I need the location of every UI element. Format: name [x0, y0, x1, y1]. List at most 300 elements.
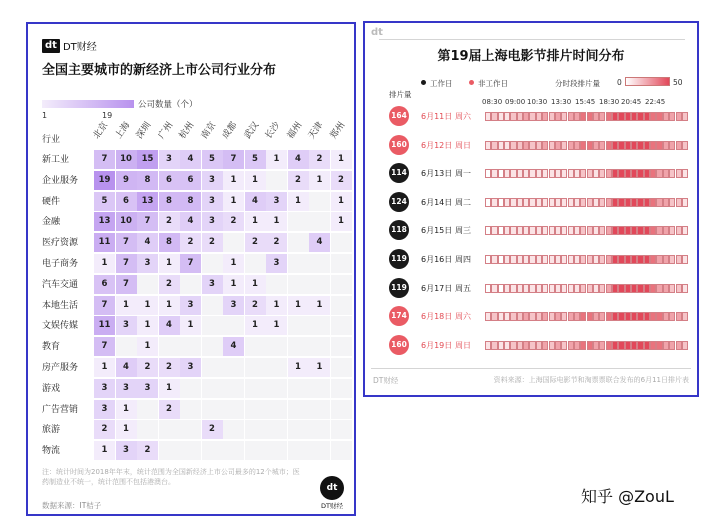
heatmap-cell: 3: [94, 379, 115, 398]
schedule-cell: [491, 141, 497, 150]
screening-count-badge: 160: [389, 335, 409, 355]
data-source: 数据来源：IT桔子: [42, 501, 102, 510]
schedule-cell: [631, 255, 637, 264]
schedule-cell: [593, 169, 599, 178]
heatmap-cell: [159, 420, 180, 439]
heatmap-cell: 10: [116, 212, 137, 231]
dt-logo-small: dt: [371, 27, 383, 38]
schedule-cell: [504, 112, 510, 121]
schedule-cell: [676, 141, 682, 150]
heatmap-cell: [331, 337, 352, 356]
heatmap-cell: 7: [94, 337, 115, 356]
schedule-cell: [676, 226, 682, 235]
schedule-cell: [491, 226, 497, 235]
heatmap-cell: 7: [180, 254, 201, 273]
schedule-cell: [536, 198, 542, 207]
schedule-cell: [510, 255, 516, 264]
schedule-cell: [676, 312, 682, 321]
hour-label: 08:30: [482, 98, 503, 106]
hour-label: 09:00: [505, 98, 526, 106]
screening-count-badge: 119: [389, 278, 409, 298]
heatmap-cell: [331, 316, 352, 335]
industry-label: 金融: [42, 217, 61, 228]
schedule-cell: [618, 255, 624, 264]
schedule-cell: [517, 141, 523, 150]
schedule-cell: [650, 341, 656, 350]
city-label: 上海: [113, 120, 132, 141]
schedule-cell: [561, 341, 567, 350]
heatmap-cell: [331, 275, 352, 294]
heatmap-cell: 1: [223, 171, 244, 190]
heatmap-cell: 1: [309, 296, 330, 315]
weekday-label: 周二: [455, 197, 471, 207]
schedule-cell: [574, 312, 580, 321]
heatmap-cell: [309, 337, 330, 356]
schedule-cell: [599, 169, 605, 178]
schedule-cell: [669, 112, 675, 121]
schedule-cell: [682, 341, 688, 350]
heatmap-cell: [331, 441, 352, 460]
screening-count-badge: 164: [389, 106, 409, 126]
scale-label: 分时段排片量: [555, 79, 600, 88]
schedule-cell: [561, 284, 567, 293]
city-label: 南京: [199, 120, 218, 141]
heatmap-cell: [266, 441, 287, 460]
heatmap-cell: [309, 192, 330, 211]
schedule-cell: [504, 198, 510, 207]
weekday-label: 周日: [455, 140, 471, 150]
schedule-cell: [644, 284, 650, 293]
heatmap-cell: 1: [331, 212, 352, 231]
schedule-cell: [580, 141, 586, 150]
schedule-cell: [510, 341, 516, 350]
schedule-cell: [529, 284, 535, 293]
schedule-cell: [498, 226, 504, 235]
heatmap-cell: [266, 337, 287, 356]
hour-label: 20:45: [621, 98, 642, 106]
heatmap-cell: 1: [159, 296, 180, 315]
schedule-cell: [599, 312, 605, 321]
schedule-cell: [682, 284, 688, 293]
schedule-cell: [631, 341, 637, 350]
schedule-cell: [491, 341, 497, 350]
heatmap-cell: 7: [94, 150, 115, 169]
schedule-cell: [498, 169, 504, 178]
heatmap-cell: [288, 316, 309, 335]
schedule-cell: [631, 226, 637, 235]
industry-label: 游戏: [42, 383, 61, 394]
schedule-cell: [568, 198, 574, 207]
scale-min: 0: [617, 78, 622, 87]
schedule-cell: [669, 312, 675, 321]
heatmap-cell: [180, 379, 201, 398]
schedule-cell: [549, 255, 555, 264]
heatmap-cell: 3: [180, 296, 201, 315]
schedule-cell: [549, 226, 555, 235]
heatmap-cell: [202, 441, 223, 460]
weekday-label: 周三: [455, 226, 471, 236]
schedule-cell: [612, 255, 618, 264]
heatmap-cell: [202, 358, 223, 377]
heatmap-cell: 2: [137, 441, 158, 460]
schedule-cell: [561, 141, 567, 150]
weekday-label: 周六: [455, 312, 471, 322]
heatmap-cell: 1: [309, 171, 330, 190]
footnote: 注：统计时间为2018年年末，统计范围为全国新经济上市公司最多的12个城市；医药制造业不统一，统计范围不包括港澳台。: [42, 468, 300, 486]
heatmap-cell: 2: [331, 171, 352, 190]
schedule-cell: [580, 226, 586, 235]
schedule-cell: [637, 112, 643, 121]
schedule-cell: [561, 198, 567, 207]
heatmap-cell: [245, 441, 266, 460]
heatmap-cell: 1: [137, 296, 158, 315]
schedule-cell: [510, 141, 516, 150]
heatmap-cell: 8: [137, 171, 158, 190]
heatmap-cell: [245, 337, 266, 356]
heatmap-cell: [266, 275, 287, 294]
heatmap-cell: [309, 254, 330, 273]
schedule-cell: [682, 112, 688, 121]
schedule-cell: [669, 284, 675, 293]
schedule-cell: [555, 169, 561, 178]
schedule-cell: [523, 312, 529, 321]
schedule-cell: [529, 112, 535, 121]
schedule-cell: [593, 255, 599, 264]
city-label: 武汉: [242, 120, 261, 141]
weekday-label: 周日: [455, 340, 471, 350]
heatmap-cell: [137, 420, 158, 439]
schedule-cell: [606, 312, 612, 321]
heatmap-cell: 8: [180, 192, 201, 211]
hour-label: 10:30: [527, 98, 548, 106]
heatmap-cell: 3: [116, 316, 137, 335]
schedule-cell: [549, 198, 555, 207]
schedule-cell: [587, 226, 593, 235]
heatmap-cell: 7: [223, 150, 244, 169]
schedule-cell: [574, 198, 580, 207]
schedule-cell: [491, 255, 497, 264]
heatmap-cell: 1: [245, 212, 266, 231]
schedule-cell: [568, 141, 574, 150]
schedule-cell: [682, 312, 688, 321]
heatmap-cell: [288, 441, 309, 460]
schedule-cell: [485, 341, 491, 350]
schedule-cell: [618, 141, 624, 150]
heatmap-cell: [331, 233, 352, 252]
schedule-cell: [637, 284, 643, 293]
schedule-cell: [574, 112, 580, 121]
heatmap-cell: 2: [159, 212, 180, 231]
screening-count-badge: 174: [389, 306, 409, 326]
legend-offday-label: 非工作日: [478, 79, 508, 88]
schedule-cell: [568, 255, 574, 264]
heatmap-cell: [288, 254, 309, 273]
hour-label: 15:45: [575, 98, 596, 106]
schedule-cell: [498, 312, 504, 321]
heatmap-cell: 7: [116, 233, 137, 252]
schedule-cell: [606, 255, 612, 264]
footer-source: 资料来源：上海国际电影节和淘票票联合发布的6月11日排片表: [493, 376, 689, 384]
heatmap-cell: [245, 358, 266, 377]
schedule-cell: [593, 312, 599, 321]
heatmap-cell: [266, 171, 287, 190]
logo-text: DT财经: [62, 42, 97, 53]
heatmap-cell: 2: [159, 275, 180, 294]
schedule-cell: [663, 169, 669, 178]
heatmap-cell: [288, 337, 309, 356]
schedule-cell: [568, 226, 574, 235]
schedule-cell: [618, 226, 624, 235]
schedule-cell: [587, 198, 593, 207]
schedule-cell: [606, 141, 612, 150]
heatmap-cell: [245, 254, 266, 273]
schedule-cell: [517, 312, 523, 321]
workday-dot-icon: [421, 80, 426, 85]
schedule-cell: [555, 255, 561, 264]
schedule-cell: [529, 312, 535, 321]
heatmap-cell: [180, 420, 201, 439]
schedule-cell: [517, 255, 523, 264]
date-label: 6月16日: [421, 255, 453, 264]
schedule-cell: [485, 198, 491, 207]
heatmap-cell: 1: [245, 275, 266, 294]
schedule-heatmap-panel: [363, 21, 699, 397]
weekday-label: 周四: [455, 255, 471, 264]
date-label: 6月17日: [421, 283, 453, 293]
schedule-cell: [549, 312, 555, 321]
schedule-cell: [625, 198, 631, 207]
bottom-logo-text: DT财经: [321, 502, 343, 510]
heatmap-cell: 3: [116, 379, 137, 398]
schedule-cell: [663, 141, 669, 150]
heatmap-cell: 3: [266, 254, 287, 273]
schedule-cell: [682, 169, 688, 178]
schedule-cell: [491, 112, 497, 121]
schedule-cell: [669, 141, 675, 150]
scale-max: 50: [673, 78, 683, 87]
screening-count-badge: 114: [389, 163, 409, 183]
heatmap-cell: 1: [331, 150, 352, 169]
screening-count-badge: 160: [389, 135, 409, 155]
schedule-cell: [644, 255, 650, 264]
schedule-cell: [669, 198, 675, 207]
heatmap-cell: 1: [309, 358, 330, 377]
heatmap-cell: [331, 400, 352, 419]
heatmap-cell: 4: [180, 150, 201, 169]
heatmap-cell: 3: [116, 441, 137, 460]
schedule-cell: [523, 169, 529, 178]
schedule-cell: [663, 255, 669, 264]
heatmap-cell: [288, 275, 309, 294]
schedule-cell: [644, 198, 650, 207]
heatmap-cell: [137, 400, 158, 419]
heatmap-cell: 6: [180, 171, 201, 190]
schedule-cell: [491, 312, 497, 321]
heatmap-cell: 2: [288, 171, 309, 190]
schedule-cell: [682, 141, 688, 150]
schedule-cell: [650, 169, 656, 178]
industry-label: 广告营销: [42, 404, 79, 415]
schedule-cell: [606, 341, 612, 350]
schedule-cell: [599, 226, 605, 235]
schedule-cell: [650, 312, 656, 321]
schedule-cell: [656, 198, 662, 207]
industry-label: 旅游: [42, 425, 61, 436]
industry-header: 行业: [42, 135, 61, 145]
hour-label: 13:30: [551, 98, 572, 106]
schedule-cell: [644, 112, 650, 121]
schedule-cell: [536, 226, 542, 235]
heatmap-cell: [245, 379, 266, 398]
heatmap-cell: 2: [180, 233, 201, 252]
heatmap-cell: [180, 337, 201, 356]
industry-label: 房产服务: [42, 363, 79, 373]
schedule-cell: [542, 284, 548, 293]
schedule-cell: [606, 112, 612, 121]
schedule-cell: [612, 198, 618, 207]
heatmap-cell: 6: [159, 171, 180, 190]
heatmap-cell: 2: [202, 420, 223, 439]
heatmap-cell: 1: [116, 400, 137, 419]
schedule-cell: [587, 141, 593, 150]
schedule-cell: [485, 141, 491, 150]
schedule-cell: [599, 198, 605, 207]
schedule-cell: [510, 226, 516, 235]
schedule-cell: [485, 312, 491, 321]
heatmap-cell: [245, 420, 266, 439]
heatmap-cell: 3: [137, 379, 158, 398]
schedule-cell: [568, 312, 574, 321]
heatmap-cell: [159, 337, 180, 356]
heatmap-cell: 3: [180, 358, 201, 377]
heatmap-cell: 3: [223, 296, 244, 315]
schedule-cell: [555, 312, 561, 321]
heatmap-cell: [331, 420, 352, 439]
heatmap-cell: [159, 441, 180, 460]
schedule-cell: [656, 112, 662, 121]
schedule-cell: [555, 141, 561, 150]
industry-label: 本地生活: [42, 300, 79, 311]
date-label: 6月15日: [421, 226, 453, 236]
schedule-cell: [650, 141, 656, 150]
heatmap-cell: 1: [331, 192, 352, 211]
heatmap-cell: [223, 379, 244, 398]
schedule-cell: [669, 226, 675, 235]
heatmap-cell: 4: [116, 358, 137, 377]
schedule-cell: [625, 141, 631, 150]
schedule-cell: [517, 169, 523, 178]
bottom-logo-mark: dt: [320, 476, 344, 500]
schedule-cell: [663, 198, 669, 207]
heatmap-cell: [223, 420, 244, 439]
schedule-cell: [637, 341, 643, 350]
date-label: 6月11日: [421, 112, 453, 121]
schedule-cell: [574, 255, 580, 264]
schedule-cell: [606, 198, 612, 207]
schedule-cell: [631, 312, 637, 321]
schedule-cell: [599, 255, 605, 264]
heatmap-cell: 4: [288, 150, 309, 169]
schedule-cell: [612, 141, 618, 150]
schedule-cell: [625, 284, 631, 293]
schedule-cell: [606, 169, 612, 178]
city-label: 福州: [285, 120, 304, 141]
heatmap-cell: 3: [159, 150, 180, 169]
heatmap-cell: 2: [137, 358, 158, 377]
schedule-cell: [523, 112, 529, 121]
heatmap-cell: 7: [116, 275, 137, 294]
heatmap-cell: [223, 233, 244, 252]
schedule-cell: [580, 112, 586, 121]
schedule-cell: [587, 169, 593, 178]
industry-label: 电子商务: [42, 259, 79, 269]
schedule-cell: [523, 284, 529, 293]
footer-brand: DT财经: [373, 376, 399, 385]
heatmap-cell: 3: [202, 212, 223, 231]
heatmap-cell: 1: [116, 296, 137, 315]
schedule-cell: [631, 141, 637, 150]
schedule-cell: [580, 284, 586, 293]
industry-label: 教育: [42, 342, 61, 353]
schedule-cell: [536, 169, 542, 178]
heatmap-cell: 19: [94, 171, 115, 190]
schedule-cell: [637, 141, 643, 150]
heatmap-cell: [202, 337, 223, 356]
weekday-label: 周五: [455, 283, 471, 293]
city-label: 天津: [306, 120, 326, 141]
heatmap-cell: 3: [202, 275, 223, 294]
schedule-cell: [669, 341, 675, 350]
schedule-cell: [510, 198, 516, 207]
heatmap-cell: 2: [245, 233, 266, 252]
city-label: 杭州: [177, 120, 197, 141]
heatmap-cell: 11: [94, 233, 115, 252]
heatmap-cell: [331, 296, 352, 315]
industry-label: 物流: [42, 446, 61, 457]
schedule-title: 第19届上海电影节排片时间分布: [437, 49, 625, 64]
schedule-cell: [625, 226, 631, 235]
heatmap-cell: 3: [94, 400, 115, 419]
schedule-cell: [625, 112, 631, 121]
schedule-cell: [504, 312, 510, 321]
heatmap-cell: 1: [266, 296, 287, 315]
schedule-cell: [625, 169, 631, 178]
schedule-cell: [498, 284, 504, 293]
screening-count-badge: 118: [389, 220, 409, 240]
heatmap-cell: [266, 420, 287, 439]
schedule-cell: [529, 255, 535, 264]
schedule-cell: [536, 112, 542, 121]
schedule-cell: [656, 226, 662, 235]
schedule-cell: [523, 226, 529, 235]
schedule-cell: [523, 198, 529, 207]
heatmap-cell: [202, 316, 223, 335]
heatmap-cell: 7: [94, 296, 115, 315]
date-label: 6月12日: [421, 140, 453, 150]
schedule-cell: [504, 141, 510, 150]
legend-max: 19: [102, 111, 113, 120]
legend-workday: [421, 78, 453, 89]
schedule-cell: [663, 226, 669, 235]
schedule-cell: [580, 255, 586, 264]
heatmap-cell: 5: [202, 150, 223, 169]
schedule-cell: [682, 198, 688, 207]
heatmap-cell: [331, 379, 352, 398]
schedule-cell: [485, 169, 491, 178]
schedule-cell: [536, 284, 542, 293]
schedule-cell: [669, 255, 675, 264]
heatmap-cell: 5: [245, 150, 266, 169]
